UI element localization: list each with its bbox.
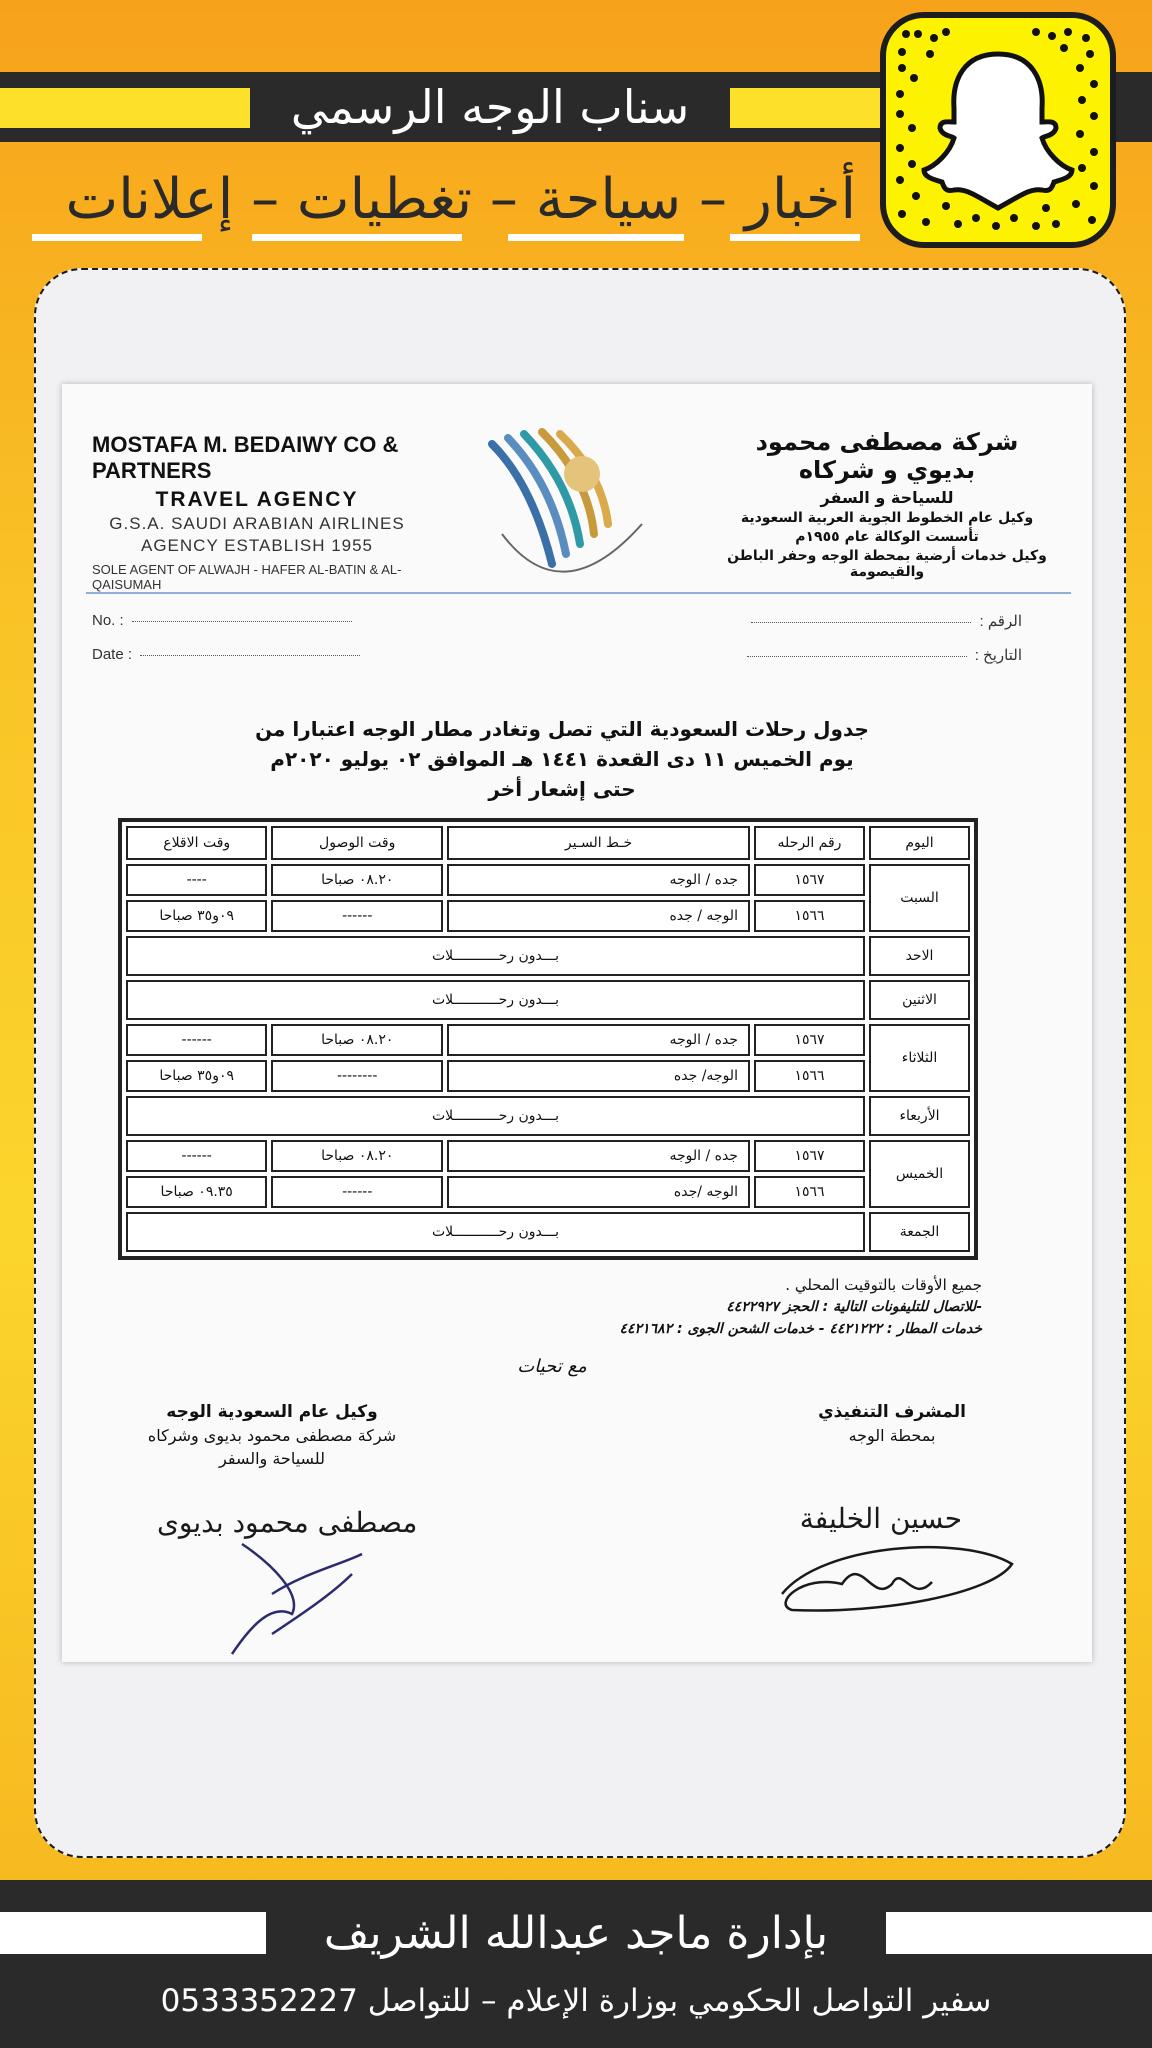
arrival-cell: ------ (271, 900, 443, 932)
date-label-ar: التاريخ : (974, 647, 1022, 664)
header-rule (86, 592, 1071, 594)
header-day: اليوم (869, 826, 970, 860)
snapcode[interactable] (880, 12, 1116, 248)
signature-left-scribble (212, 1534, 372, 1664)
arrival-cell: ٠٨.٢٠ صباحا (271, 864, 443, 896)
table-row (126, 1140, 970, 1172)
signatory-left-company: شركة مصطفى محمود بديوى وشركاه (147, 1426, 397, 1445)
table-header-row (126, 826, 970, 860)
header-route: خـط السـير (447, 826, 750, 860)
route-cell: الوجه / جده (447, 900, 750, 932)
company-sub-ar: للسياحة و السفر (820, 488, 954, 507)
header-arrival: وقت الوصول (271, 826, 443, 860)
note-local-time: جميع الأوقات بالتوقيت المحلي . (785, 1276, 982, 1294)
no-flights-cell: بـــدون رحـــــــــــلات (126, 936, 865, 976)
footer-manager: بإدارة ماجد عبدالله الشريف (266, 1902, 886, 1966)
table-row (126, 936, 970, 976)
departure-cell: ٠٩و٣٥ صباحا (126, 900, 267, 932)
number-label-ar: الرقم : (979, 613, 1022, 630)
tagline-underline (730, 234, 860, 241)
gsa-line-en: G.S.A. SAUDI ARABIAN AIRLINES (109, 514, 405, 533)
scanned-document (62, 384, 1092, 1662)
no-flights-cell: بـــدون رحـــــــــــلات (126, 980, 865, 1020)
schedule-title-line3: حتى إشعار أخر (488, 777, 636, 801)
flight-cell: ١٥٦٦ (754, 900, 865, 932)
header-departure: وقت الاقلاع (126, 826, 267, 860)
date-field-ar (747, 646, 1022, 664)
departure-cell: ٠٩و٣٥ صباحا (126, 1060, 267, 1092)
table-row (126, 1212, 970, 1252)
signatory-right-name: حسين الخليفة (799, 1502, 962, 1535)
table-row (126, 900, 970, 932)
schedule-title-line1: جدول رحلات السعودية التي تصل وتغادر مطار الوجه اعتبارا من (255, 717, 869, 741)
no-label: No. : (92, 612, 124, 629)
departure-cell: ---- (126, 864, 267, 896)
departure-cell: ٠٩.٣٥ صباحا (126, 1176, 267, 1208)
company-name-ar: شركة مصطفى محمود بديوي و شركاه (755, 428, 1019, 484)
ground-services-line-ar: وكيل خدمات أرضية بمحطة الوجه وحفر الباطن والقيصومة (727, 548, 1047, 580)
flight-cell: ١٥٦٦ (754, 1176, 865, 1208)
gsa-line-ar: وكيل عام الخطوط الجوية العربية السعودية (740, 510, 1034, 526)
flight-schedule-table (118, 818, 978, 1260)
schedule-notes (619, 1274, 982, 1340)
date-field (92, 646, 360, 663)
flight-cell: ١٥٦٦ (754, 1060, 865, 1092)
schedule-title (212, 714, 912, 804)
signatory-left-sub: للسياحة والسفر (219, 1449, 325, 1468)
signatory-left-name: مصطفى محمود بديوى (157, 1506, 418, 1539)
departure-cell: ------ (126, 1024, 267, 1056)
table-row (126, 1060, 970, 1092)
signatory-left-title: وكيل عام السعودية الوجه (166, 1402, 378, 1422)
day-cell: الخميس (869, 1140, 970, 1208)
arrival-cell: ٠٨.٢٠ صباحا (271, 1024, 443, 1056)
tagline-underline (252, 234, 462, 241)
date-label: Date : (92, 646, 133, 663)
arrival-cell: ٠٨.٢٠ صباحا (271, 1140, 443, 1172)
no-flights-cell: بـــدون رحـــــــــــلات (126, 1212, 865, 1252)
table-row (126, 1096, 970, 1136)
day-cell: الاحد (869, 936, 970, 976)
table-row (126, 864, 970, 896)
tagline-underline (508, 234, 684, 241)
departure-cell: ------ (126, 1140, 267, 1172)
signatory-right-title: المشرف التنفيذي (818, 1402, 966, 1422)
route-cell: جده / الوجه (447, 1024, 750, 1056)
flight-cell: ١٥٦٧ (754, 1024, 865, 1056)
established-line-ar: تأسست الوكالة عام ١٩٥٥م (795, 529, 979, 545)
page-title: سناب الوجه الرسمي (250, 74, 730, 140)
company-header-en (92, 432, 422, 592)
tagline-underline (32, 234, 202, 241)
company-logo (462, 414, 662, 594)
tagline: أخبار – سياحة – تغطيات – إعلانات (65, 167, 856, 232)
signature-right-scribble (762, 1524, 1022, 1624)
route-cell: الوجه/ جده (447, 1060, 750, 1092)
footer-contact: سفير التواصل الحكومي بوزارة الإعلام – للتواصل 0533352227 (160, 1983, 992, 2019)
company-header-ar (722, 428, 1052, 580)
signatory-right-place: بمحطة الوجه (848, 1426, 936, 1445)
no-field (92, 612, 352, 629)
company-name-en: MOSTAFA M. BEDAIWY CO & PARTNERS (92, 432, 399, 483)
route-cell: الوجه /جده (447, 1176, 750, 1208)
snapcode-dots (886, 18, 1110, 242)
greeting: مع تحيات (517, 1356, 587, 1377)
flight-cell: ١٥٦٧ (754, 1140, 865, 1172)
day-cell: السبت (869, 864, 970, 932)
table-row (126, 1024, 970, 1056)
arrival-cell: ------ (271, 1176, 443, 1208)
arrival-cell: -------- (271, 1060, 443, 1092)
table-row (126, 980, 970, 1020)
header-flight: رقم الرحله (754, 826, 865, 860)
agency-type-en: TRAVEL AGENCY (155, 488, 359, 511)
flight-cell: ١٥٦٧ (754, 864, 865, 896)
route-cell: جده / الوجه (447, 1140, 750, 1172)
schedule-title-line2: يوم الخميس ١١ دى القعدة ١٤٤١ هـ الموافق ٠٢ يوليو ٢٠٢٠م (270, 747, 854, 771)
established-line-en: AGENCY ESTABLISH 1955 (140, 536, 374, 555)
number-field-ar (751, 612, 1022, 630)
signatory-left (122, 1402, 422, 1468)
day-cell: الثلاثاء (869, 1024, 970, 1092)
note-phones: -للاتصال للتليفونات التالية : الحجز ٤٤٢٢٩٢٧ (726, 1299, 982, 1315)
table-row (126, 1176, 970, 1208)
day-cell: الجمعة (869, 1212, 970, 1252)
note-services: خدمات المطار : ٤٤٢١٢٢٢ - خدمات الشحن الجوى : ٤٤٢١٦٨٢ (619, 1321, 982, 1337)
sole-agent-line-en: SOLE AGENT OF ALWAJH - HAFER AL-BATIN & AL-QAISUMAH (92, 562, 402, 592)
route-cell: جده / الوجه (447, 864, 750, 896)
signatory-right (792, 1402, 992, 1445)
no-flights-cell: بـــدون رحـــــــــــلات (126, 1096, 865, 1136)
day-cell: الاثنين (869, 980, 970, 1020)
day-cell: الأربعاء (869, 1096, 970, 1136)
